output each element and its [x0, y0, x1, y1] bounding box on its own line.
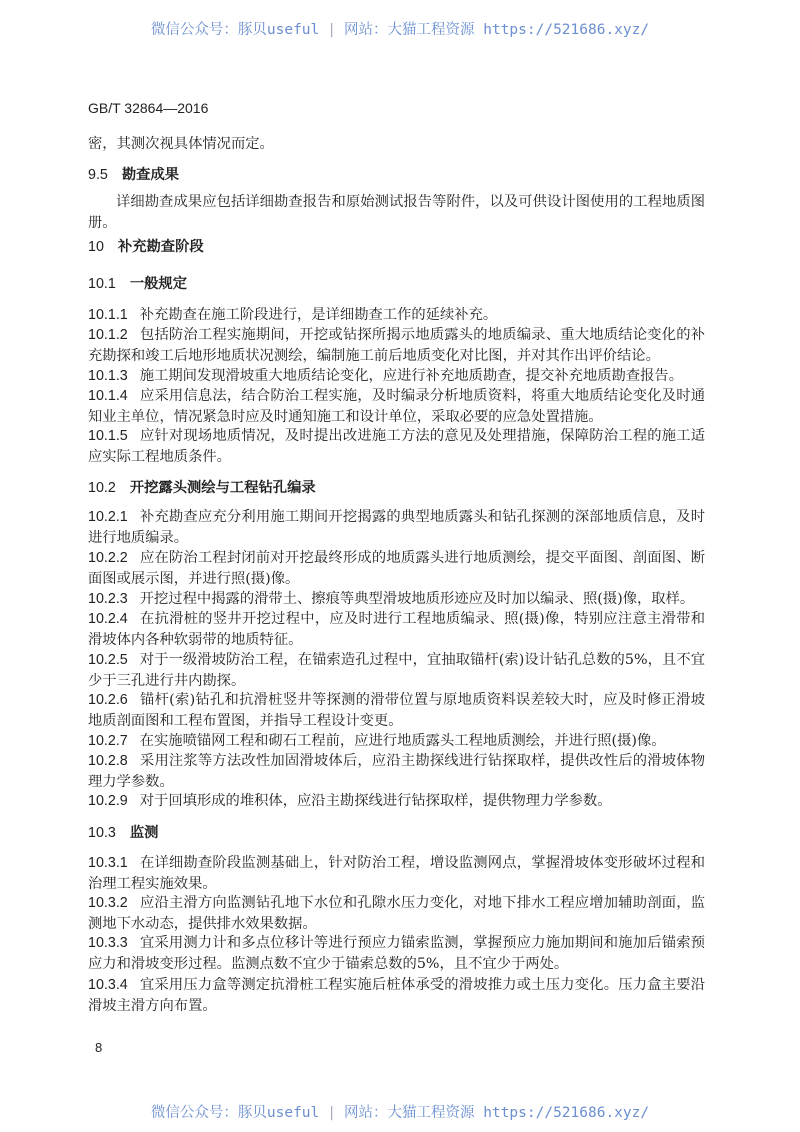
clause-number: 10.2.4: [88, 611, 128, 627]
clause-text: 锚杆(索)钻孔和抗滑桩竖井等探测的滑带位置与原地质资料误差较大时，应及时修正滑坡地质剖面图和工程布置图，并指导工程设计变更。: [88, 692, 705, 729]
clause-text: 对于一级滑坡防治工程，在锚索造孔过程中，宜抽取锚杆(索)设计钻孔总数的5%，且不宜少于三孔进行井内勘探。: [88, 652, 705, 689]
clause-text: 施工期间发现滑坡重大地质结论变化，应进行补充地质勘查，提交补充地质勘查报告。: [139, 368, 684, 384]
clause: [88, 589, 705, 610]
clause-text: 开挖过程中揭露的滑带土、擦痕等典型滑坡地质形迹应及时加以编录、照(摄)像，取样。: [139, 591, 695, 607]
clause-text: 在详细勘查阶段监测基础上，针对防治工程，增设监测网点，掌握滑坡体变形破坏过程和治理工程实施效果。: [88, 855, 705, 892]
intro-text: 密，其测次视具体情况而定。: [88, 136, 274, 152]
clause-number: 10.3.3: [88, 935, 128, 951]
watermark-top: [0, 18, 800, 39]
clause: [88, 975, 705, 1017]
clause-number: 10.2.6: [88, 692, 128, 708]
clause-text: 应采用信息法，结合防治工程实施，及时编录分析地质资料，将重大地质结论变化及时通知业主单位，情况紧急时应及时通知施工和设计单位，采取必要的应急处置措施。: [88, 388, 705, 425]
heading-9-5: [88, 165, 705, 186]
section-title: 一般规定: [129, 276, 188, 292]
clause: [88, 325, 705, 367]
watermark-site: 网站：大猫工程资源 https://521686.xyz/: [344, 1105, 650, 1121]
section-number: 10.2: [88, 480, 116, 496]
section-number: 9.5: [88, 167, 108, 183]
clause-number: 10.2.5: [88, 652, 128, 668]
document-code: GB/T 32864—2016: [88, 100, 209, 116]
section-title: 开挖露头测绘与工程钻孔编录: [129, 480, 316, 496]
clause-text: 补充勘查在施工阶段进行，是详细勘查工作的延续补充。: [139, 307, 498, 323]
paragraph-9-5: 详细勘查成果应包括详细勘查报告和原始测试报告等附件，以及可供设计图使用的工程地质图册。: [88, 194, 705, 231]
clause-number: 10.2.1: [88, 509, 128, 525]
clause-text: 对于回填形成的堆积体，应沿主勘探线进行钻探取样，提供物理力学参数。: [139, 793, 612, 809]
heading-10-1: [88, 274, 705, 295]
clause-number: 10.1.2: [88, 327, 128, 343]
heading-10-3: [88, 823, 705, 844]
watermark-bottom: [0, 1101, 800, 1122]
clause: [88, 893, 705, 935]
clause-text: 应沿主滑方向监测钻孔地下水位和孔隙水压力变化，对地下排水工程应增加辅助剖面，监测地下水动态，提供排水效果数据。: [88, 895, 705, 932]
section-title: 监测: [129, 825, 159, 841]
clause: [88, 386, 705, 428]
clause-number: 10.2.9: [88, 793, 128, 809]
clause: [88, 305, 705, 326]
clause: [88, 690, 705, 732]
clause-text: 应在防治工程封闭前对开挖最终形成的地质露头进行地质测绘，提交平面图、剖面图、断面图或展示图，并进行照(摄)像。: [88, 550, 705, 587]
clause: [88, 507, 705, 549]
watermark-separator: |: [327, 1105, 336, 1121]
clause-text: 补充勘查应充分利用施工期间开挖揭露的典型地质露头和钻孔探测的深部地质信息，及时进行地质编录。: [88, 509, 705, 546]
clause-number: 10.1.5: [88, 428, 128, 444]
clause-number: 10.1.4: [88, 388, 128, 404]
clause: [88, 731, 705, 752]
clause-number: 10.2.3: [88, 591, 128, 607]
clause: [88, 751, 705, 793]
clause-number: 10.3.4: [88, 977, 128, 993]
page-number: 8: [95, 1040, 103, 1055]
clause-text: 采用注浆等方法改性加固滑坡体后，应沿主勘探线进行钻探取样，提供改性后的滑坡体物理力学参数。: [88, 753, 705, 790]
clause-number: 10.2.7: [88, 733, 128, 749]
clause-number: 10.2.2: [88, 550, 128, 566]
clause-number: 10.3.1: [88, 855, 128, 871]
clause: [88, 933, 705, 975]
clause-text: 宜采用测力计和多点位移计等进行预应力锚索监测，掌握预应力施加期间和施加后锚索预应力和滑坡变形过程。监测点数不宜少于锚索总数的5%，且不宜少于两处。: [88, 935, 705, 972]
clause: [88, 548, 705, 590]
section-title: 勘查成果: [121, 167, 180, 183]
clause-text: 在抗滑桩的竖井开挖过程中，应及时进行工程地质编录、照(摄)像，特别应注意主滑带和滑坡体内各种软弱带的地质特征。: [88, 611, 705, 648]
section-number: 10: [88, 239, 104, 255]
clause-text: 宜采用压力盒等测定抗滑桩工程实施后桩体承受的滑坡推力或土压力变化。压力盒主要沿滑坡主滑方向布置。: [88, 977, 705, 1014]
clause-number: 10.2.8: [88, 753, 128, 769]
section-number: 10.1: [88, 276, 116, 292]
clause: [88, 609, 705, 651]
clause-number: 10.1.3: [88, 368, 128, 384]
clause-number: 10.1.1: [88, 307, 128, 323]
clause-text: 应针对现场地质情况，及时提出改进施工方法的意见及处理措施，保障防治工程的施工适应实际工程地质条件。: [88, 428, 705, 465]
clause: [88, 426, 705, 468]
watermark-site: 网站：大猫工程资源 https://521686.xyz/: [344, 22, 650, 38]
watermark-account: 微信公众号：豚贝useful: [150, 22, 320, 38]
section-number: 10.3: [88, 825, 116, 841]
clause: [88, 650, 705, 692]
clause: [88, 791, 705, 812]
watermark-separator: |: [327, 22, 336, 38]
clause: [88, 366, 705, 387]
heading-10-2: [88, 478, 705, 499]
heading-10: [88, 237, 705, 258]
section-title: 补充勘查阶段: [117, 239, 204, 255]
clause-number: 10.3.2: [88, 895, 128, 911]
clause-text: 包括防治工程实施期间，开挖或钻探所揭示地质露头的地质编录、重大地质结论变化的补充勘探和竣工后地形地质状况测绘，编制施工前后地质变化对比图，并对其作出评价结论。: [88, 327, 705, 364]
clause: [88, 853, 705, 895]
clause-text: 在实施喷锚网工程和砌石工程前，应进行地质露头工程地质测绘，并进行照(摄)像。: [139, 733, 666, 749]
watermark-account: 微信公众号：豚贝useful: [150, 1105, 320, 1121]
